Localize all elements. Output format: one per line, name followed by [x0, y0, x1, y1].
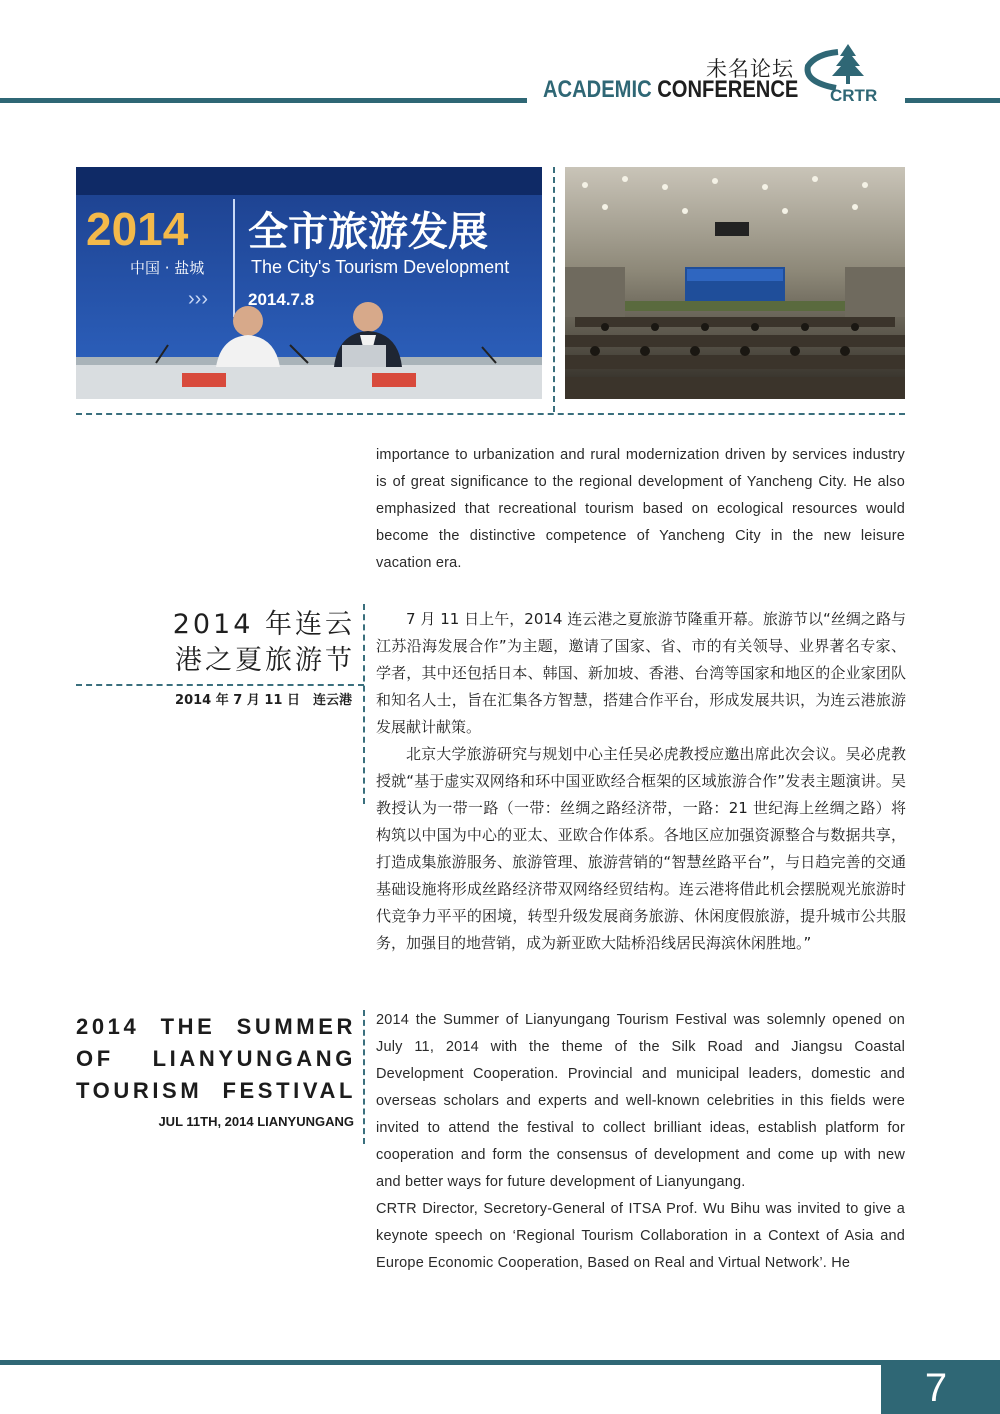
banner-chinese: 全市旅游发展 [248, 209, 488, 255]
crtr-logo-icon [798, 42, 888, 104]
en-section-subtitle: JUL 11TH, 2014 LIANYUNGANG [158, 1114, 354, 1129]
cn-section-body [376, 606, 906, 957]
header-title-academic: ACADEMIC [543, 76, 652, 103]
cn-paragraph: 北京大学旅游研究与规划中心主任吴必虎教授应邀出席此次会议。吴必虎教授就“基于虚实双网络和环中国亚欧经合框架的区域旅游合作”发表主题演讲。吴教授认为一带一路（一带：丝绸之路经济带，一路：21 世纪海上丝绸之路）将构筑以中国为中心的亚太、亚欧合作体系。各地区应加强资源整合与数据共享，打造成集旅游服务、旅游管理、旅游营销的“智慧丝路平台”，与日趋完善的交通基础设施将形成丝路经济带双网络经贸结构。连云港将借此机会摆脱观光旅游时代竞争力平平的困境，转型升级发展商务旅游、休闲度假旅游，提升城市公共服务，加强目的地营销，成为新亚欧大陆桥沿线居民海滨休闲胜地。” [376, 745, 906, 952]
footer-rule [0, 1360, 1000, 1365]
en-section-body [376, 1007, 905, 1277]
intro-paragraph: importance to urbanization and rural modernization driven by services industry is of great significance to the regional development of Yancheng City. He also emphasized that recreational tourism based on ecological resources would become the distinctive competence of Yancheng City in the new leisure vacation era. [376, 447, 905, 571]
banner-year: 2014 [86, 203, 189, 255]
photo-conference-stage [76, 167, 542, 399]
banner-arrows: ››› [188, 288, 208, 310]
banner-date: 2014.7.8 [248, 290, 315, 309]
banner-english: The City's Tourism Development [251, 257, 510, 277]
photo-conference-hall [565, 167, 905, 399]
cn-title-rule [76, 684, 364, 686]
en-section-title: 2014 THE SUMMER OF LIANYUNGANG TOURISM FESTIVAL [76, 1014, 356, 1103]
photo-bottom-rule [76, 413, 905, 415]
logo-text: CRTR [830, 86, 878, 104]
header-english-title [543, 76, 798, 104]
cn-section-divider [363, 604, 365, 804]
photo-divider [553, 167, 555, 412]
en-section-divider [363, 1010, 365, 1144]
en-paragraph: 2014 the Summer of Lianyungang Tourism Festival was solemnly opened on July 11, 2014 with the theme of the Silk Road and Jiangsu Coastal Development Cooperation. Provincial and municipal leaders, domestic and overseas scholars and experts and well-known celebrities in this fields were invited to attend the festival to collect brilliant ideas, establish platform for cooperation and form the consensus of development and come up with new and better ways for future development of Lianyungang. [376, 1012, 905, 1190]
banner-location: 中国 · 盐城 [130, 259, 205, 277]
header-rule-right [905, 98, 1000, 103]
header-rule-left [0, 98, 527, 103]
en-paragraph: CRTR Director, Secretory-General of ITSA Prof. Wu Bihu was invited to give a keynote speech on ‘Regional Tourism Collaboration in a Context of Asia and Europe Economic Cooperation, Based on Real and Virtual Network’. He [376, 1201, 905, 1271]
cn-section-subtitle: 2014 年 7 月 11 日 连云港 [175, 693, 352, 708]
page-number: 7 [924, 1366, 948, 1410]
header-chinese-title: 未名论坛 [706, 57, 794, 81]
header-title-conference: CONFERENCE [657, 76, 799, 103]
intro-english-text [376, 442, 905, 577]
cn-paragraph: 7 月 11 日上午，2014 连云港之夏旅游节隆重开幕。旅游节以“丝绸之路与江苏沿海发展合作”为主题，邀请了国家、省、市的有关领导、业界著名专家、学者，其中还包括日本、韩国、新加坡、香港、台湾等国家和地区的企业家团队和知名人士，旨在汇集各方智慧，搭建合作平台，形成发展共识，为连云港旅游发展献计献策。 [376, 610, 906, 736]
cn-section-title: 2014 年连云港之夏旅游节 [172, 609, 355, 676]
